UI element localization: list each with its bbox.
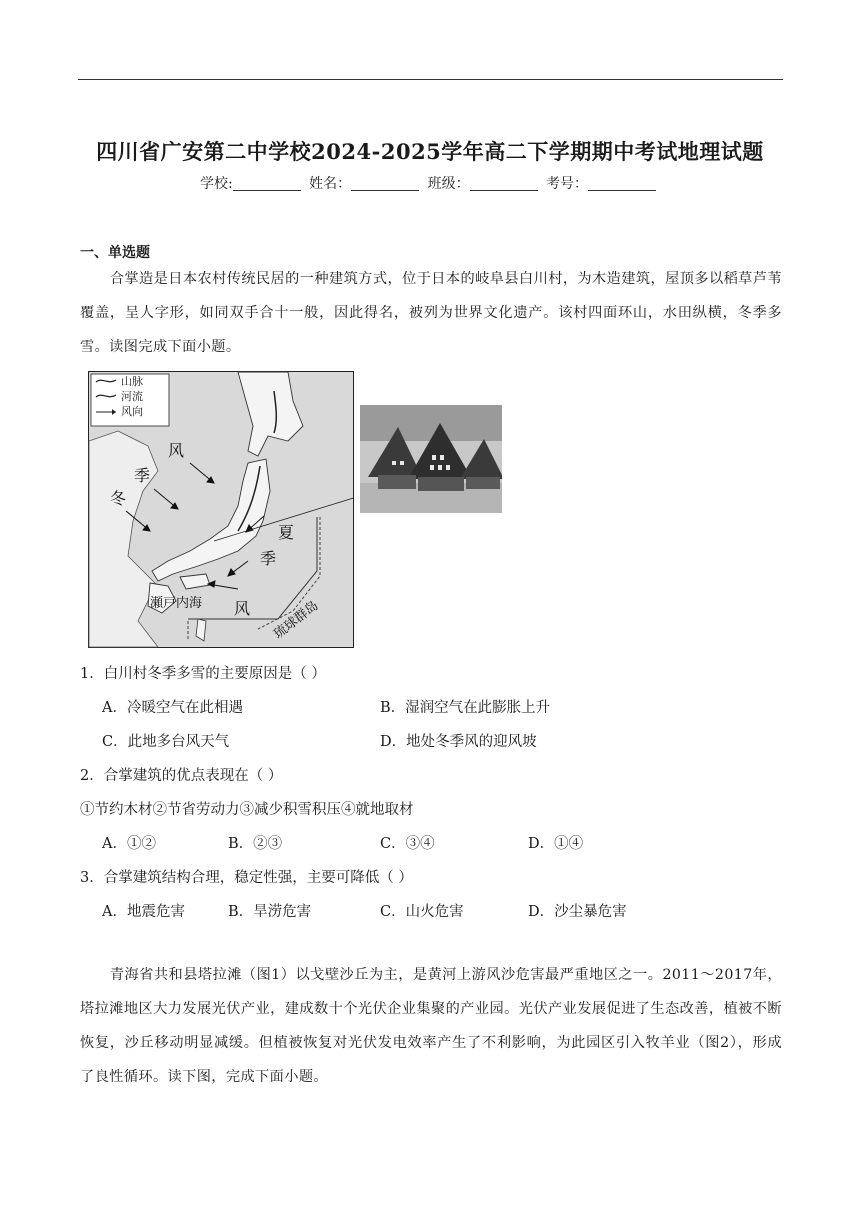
exam-no-blank[interactable] (588, 176, 656, 191)
q3-option-d[interactable]: D．沙尘暴危害 (528, 904, 627, 920)
page-title: 四川省广安第二中学校2024-2025学年高二下学期期中考试地理试题 (96, 139, 764, 164)
question-2-stem: 2．合掌建筑的优点表现在（ ） (80, 768, 283, 784)
summer-wind-char-3: 风 (234, 599, 251, 618)
passage-2: 青海省共和县塔拉滩（图1）以戈壁沙丘为主，是黄河上游风沙危害最严重地区之一。2011～2017年，塔拉滩地区大力发展光伏产业，建成数十个光伏企业集聚的产业园。光伏产业发展促进了生态改善，植被不断恢复，沙丘移动明显减缓。但植被恢复对光伏发电效率产生了不利影响，为此园区引入牧羊业（图2），形成了良性循环。读下图，完成下面小题。 (80, 967, 782, 1085)
q2-option-c[interactable]: C．③④ (380, 836, 435, 852)
name-blank[interactable] (351, 176, 419, 191)
legend-mountain-label: 山脉 (121, 375, 143, 388)
summer-wind-char-1: 夏 (278, 523, 295, 542)
name-label: 姓名： (309, 176, 352, 192)
q3-option-c[interactable]: C．山火危害 (380, 904, 464, 920)
exam-no-label: 考号： (546, 176, 589, 192)
header-rule (78, 79, 783, 80)
q2-option-b[interactable]: B．②③ (228, 836, 283, 852)
question-2-statements: ①节约木材②节省劳动力③减少积雪积压④就地取材 (80, 802, 414, 818)
summer-wind-char-2: 季 (260, 549, 277, 568)
q2-option-a[interactable]: A．①② (102, 836, 156, 852)
student-info-line (0, 173, 860, 193)
q1-option-a[interactable]: A．冷暖空气在此相遇 (102, 700, 243, 716)
q3-option-b[interactable]: B．旱涝危害 (228, 904, 312, 920)
q2-option-d[interactable]: D．①④ (528, 836, 584, 852)
passage-1: 合掌造是日本农村传统民居的一种建筑方式，位于日本的岐阜县白川村，为木造建筑，屋顶多以稻草芦苇覆盖，呈人字形，如同双手合十一般，因此得名，被列为世界文化遗产。该村四面环山，水田纵横，冬季多雪。读图完成下面小题。 (80, 271, 782, 355)
photo-wall-center (418, 477, 464, 491)
ryukyu-islands-label: 琉球群岛 (271, 598, 322, 643)
winter-wind-char-2: 季 (134, 466, 151, 485)
gassho-house-photo (360, 405, 502, 513)
photo-wall-right (466, 477, 500, 489)
legend-wind-label: 风向 (121, 405, 143, 418)
winter-wind-char-3: 风 (168, 441, 185, 460)
school-label: 学校: (199, 176, 233, 192)
legend-river-label: 河流 (121, 390, 143, 403)
class-blank[interactable] (470, 176, 538, 191)
japan-map-figure (88, 371, 354, 648)
school-blank[interactable] (233, 176, 301, 191)
class-label: 班级： (427, 176, 470, 192)
photo-wall-left (378, 475, 416, 489)
question-1-stem: 1．白川村冬季多雪的主要原因是（ ） (80, 666, 326, 682)
question-3-stem: 3．合掌建筑结构合理，稳定性强，主要可降低（ ） (80, 870, 413, 886)
section-title: 一、单选题 (80, 245, 150, 261)
q1-option-c[interactable]: C．此地多台风天气 (102, 734, 230, 750)
seto-inland-sea-label: 瀬戸内海 (150, 596, 203, 611)
q1-option-b[interactable]: B．湿润空气在此膨胀上升 (380, 700, 551, 716)
q3-option-a[interactable]: A．地震危害 (102, 904, 185, 920)
q1-option-d[interactable]: D．地处冬季风的迎风坡 (380, 734, 537, 750)
winter-wind-char-1: 冬 (110, 489, 127, 508)
photo-treeline (360, 405, 502, 441)
